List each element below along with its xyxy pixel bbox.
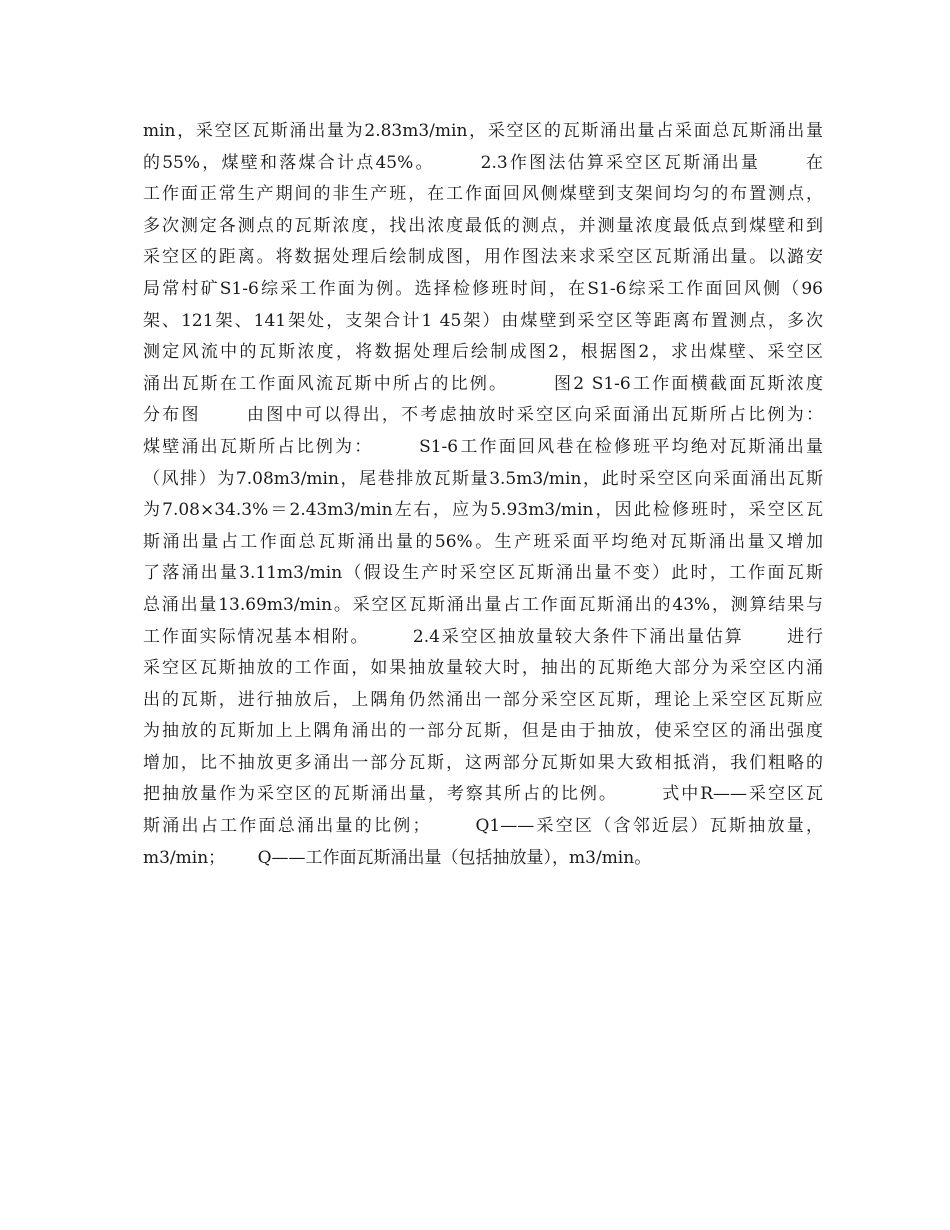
text-line-20: 为抽放的瓦斯加上上隅角涌出的一部分瓦斯，但是由于抽放，使采空区的涌出强度 <box>143 721 823 742</box>
text-line-14: 斯涌出量占工作面总瓦斯涌出量的56%。生产班采面平均绝对瓦斯涌出量又增加 <box>143 531 823 552</box>
text-line-17: 工作面实际情况基本相附。 2.4采空区抽放量较大条件下涌出量估算 进行 <box>143 626 823 647</box>
text-line-5: 采空区的距离。将数据处理后绘制成图，用作图法来求采空区瓦斯涌出量。以潞安 <box>143 247 823 268</box>
text-line-8: 测定风流中的瓦斯浓度，将数据处理后绘制成图2，根据图2，求出煤壁、采空区 <box>143 342 823 363</box>
text-line-22: 把抽放量作为采空区的瓦斯涌出量，考察其所占的比例。 式中R——采空区瓦 <box>143 784 823 805</box>
text-line-7: 架、121架、141架处，支架合计1 45架）由煤壁到采空区等距离布置测点，多次 <box>143 310 823 331</box>
text-line-18: 采空区瓦斯抽放的工作面，如果抽放量较大时，抽出的瓦斯绝大部分为采空区内涌 <box>143 658 823 679</box>
text-line-16: 总涌出量13.69m3/min。采空区瓦斯涌出量占工作面瓦斯涌出的43%，测算结果与 <box>143 594 823 615</box>
text-line-12: （风排）为7.08m3/min，尾巷排放瓦斯量3.5m3/min，此时采空区向采面涌出瓦斯 <box>143 468 823 489</box>
text-line-2: 的55%，煤壁和落煤合计点45%。 2.3作图法估算采空区瓦斯涌出量 在 <box>143 152 823 173</box>
text-line-10: 分布图 由图中可以得出，不考虑抽放时采空区向采面涌出瓦斯所占比例为： <box>143 405 823 426</box>
text-line-1: min，采空区瓦斯涌出量为2.83m3/min，采空区的瓦斯涌出量占采面总瓦斯涌出量 <box>143 121 823 141</box>
text-line-9: 涌出瓦斯在工作面风流瓦斯中所占的比例。 图2 S1-6工作面横截面瓦斯浓度 <box>143 373 823 394</box>
text-line-21: 增加，比不抽放更多涌出一部分瓦斯，这两部分瓦斯如果大致相抵消，我们粗略的 <box>143 752 823 773</box>
text-line-3: 工作面正常生产期间的非生产班，在工作面回风侧煤壁到支架间均匀的布置测点， <box>143 184 823 205</box>
text-line-15: 了落涌出量3.11m3/min（假设生产时采空区瓦斯涌出量不变）此时，工作面瓦斯 <box>143 563 823 584</box>
text-line-23: 斯涌出占工作面总涌出量的比例； Q1——采空区（含邻近层）瓦斯抽放量， <box>143 816 823 837</box>
body-text <box>143 116 823 874</box>
text-line-4: 多次测定各测点的瓦斯浓度，找出浓度最低的测点，并测量浓度最低点到煤壁和到 <box>143 215 823 236</box>
text-line-24: m3/min； Q——工作面瓦斯涌出量（包括抽放量），m3/min。 <box>143 847 652 868</box>
text-line-13: 为7.08×34.3%＝2.43m3/min左右，应为5.93m3/min，因此检修班时，采空区瓦 <box>143 500 823 521</box>
text-line-11: 煤壁涌出瓦斯所占比例为： S1-6工作面回风巷在检修班平均绝对瓦斯涌出量 <box>143 436 823 457</box>
text-line-6: 局常村矿S1-6综采工作面为例。选择检修班时间，在S1-6综采工作面回风侧（96 <box>143 278 823 299</box>
text-line-19: 出的瓦斯，进行抽放后，上隅角仍然涌出一部分采空区瓦斯，理论上采空区瓦斯应 <box>143 689 823 710</box>
